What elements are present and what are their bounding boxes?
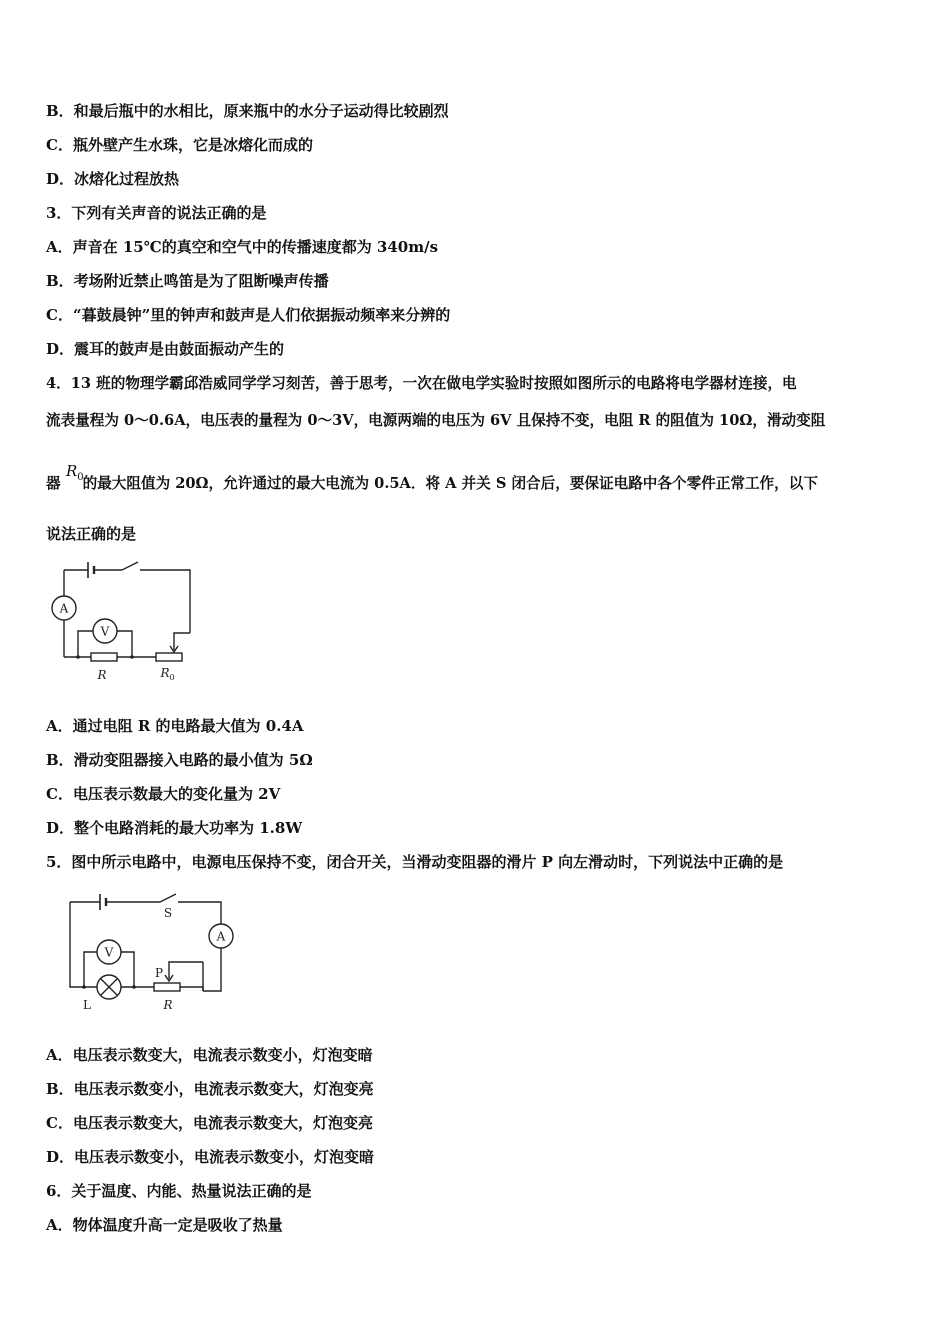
- q6-stem: 6．关于温度、内能、热量说法正确的是: [46, 1182, 312, 1200]
- voltmeter-label: V: [100, 624, 110, 639]
- wire-voltmeter-right: [121, 952, 134, 987]
- ammeter-label: A: [216, 929, 226, 944]
- wire-voltmeter-right: [117, 631, 132, 657]
- rheostat-slider-wire: [169, 962, 203, 979]
- q4-option-c: C．电压表示数最大的变化量为 2V: [46, 785, 281, 803]
- wire-top-right: [140, 570, 190, 633]
- r0-symbol-letter: R: [66, 462, 78, 480]
- q5-option-a: A．电压表示数变大，电流表示数变小，灯泡变暗: [46, 1046, 373, 1064]
- q5-stem: 5．图中所示电路中，电源电压保持不变，闭合开关，当滑动变阻器的滑片 P 向左滑动时，下列说法中正确的是: [46, 853, 784, 871]
- q4-option-a: A．通过电阻 R 的电路最大值为 0.4A: [46, 717, 304, 735]
- lamp-label: L: [83, 998, 91, 1012]
- junction-dot: [130, 655, 134, 659]
- q2-option-c: C．瓶外壁产生水珠，它是冰熔化而成的: [46, 136, 313, 154]
- resistor-r-label: R: [97, 668, 107, 682]
- q4-stem-line3: [46, 474, 818, 494]
- q4-option-b: B．滑动变阻器接入电路的最小值为 5Ω: [46, 751, 313, 769]
- voltmeter-label: V: [104, 945, 114, 960]
- switch-label: S: [163, 906, 173, 920]
- rheostat-r0-sub: 0: [169, 673, 175, 682]
- wire-voltmeter-left: [84, 952, 97, 987]
- q3-stem: 3．下列有关声音的说法正确的是: [46, 204, 267, 222]
- q4-stem-line3-post: 的最大阻值为 20Ω，允许通过的最大电流为 0.5A．将 A 并关 S 闭合后，要保证电路中各个零件正常工作，以下: [82, 475, 818, 492]
- q3-option-b: B．考场附近禁止鸣笛是为了阻断噪声传播: [46, 272, 329, 290]
- switch-blade: [122, 562, 138, 570]
- q5-circuit-diagram: [62, 890, 242, 1020]
- q5-option-b: B．电压表示数变小，电流表示数变大，灯泡变亮: [46, 1080, 374, 1098]
- q5-option-d: D．电压表示数变小，电流表示数变小，灯泡变暗: [46, 1148, 375, 1166]
- q2-option-b: B．和最后瓶中的水相比，原来瓶中的水分子运动得比较剧烈: [46, 102, 449, 120]
- rheostat-r0: [156, 653, 182, 661]
- rheostat-r0-label: R: [160, 666, 170, 680]
- junction-dot: [132, 985, 136, 989]
- q4-option-d: D．整个电路消耗的最大功率为 1.8W: [46, 819, 303, 837]
- lamp-cross: [101, 979, 117, 995]
- q4-stem-line2: 流表量程为 0～0.6A，电压表的量程为 0～3V，电源两端的电压为 6V 且保持不变，电阻 R 的阻值为 10Ω，滑动变阻: [46, 412, 826, 429]
- junction-dot: [76, 655, 80, 659]
- q4-stem-line3-pre: 器: [46, 475, 61, 492]
- rheostat-r-label: R: [163, 998, 173, 1012]
- resistor-r: [91, 653, 117, 661]
- q4-stem-line1: 4．13 班的物理学霸邱浩威同学学习刻苦，善于思考，一次在做电学实验时按照如图所示的电路将电学器材连接，电: [46, 375, 797, 392]
- wire-top-right: [178, 902, 221, 924]
- junction-dot: [82, 985, 86, 989]
- q6-option-a: A．物体温度升高一定是吸收了热量: [46, 1216, 283, 1234]
- rheostat-r: [154, 983, 180, 991]
- q3-option-c: C．“暮鼓晨钟”里的钟声和鼓声是人们依据振动频率来分辨的: [46, 306, 451, 324]
- q4-stem-line4: 说法正确的是: [46, 525, 137, 543]
- q3-option-d: D．震耳的鼓声是由鼓面振动产生的: [46, 340, 285, 358]
- r0-symbol: [66, 462, 84, 483]
- switch-blade: [160, 894, 176, 902]
- q3-option-a: A．声音在 15℃的真空和空气中的传播速度都为 340m/s: [46, 238, 439, 256]
- q2-option-d: D．冰熔化过程放热: [46, 170, 180, 188]
- r0-symbol-sub: 0: [77, 472, 84, 483]
- slider-label: P: [154, 966, 164, 980]
- q4-circuit-diagram: [44, 556, 204, 686]
- ammeter-label: A: [59, 601, 69, 616]
- wire-right-side: [203, 948, 221, 991]
- q5-option-c: C．电压表示数变大，电流表示数变大，灯泡变亮: [46, 1114, 373, 1132]
- wire-rheostat-right: [180, 987, 203, 991]
